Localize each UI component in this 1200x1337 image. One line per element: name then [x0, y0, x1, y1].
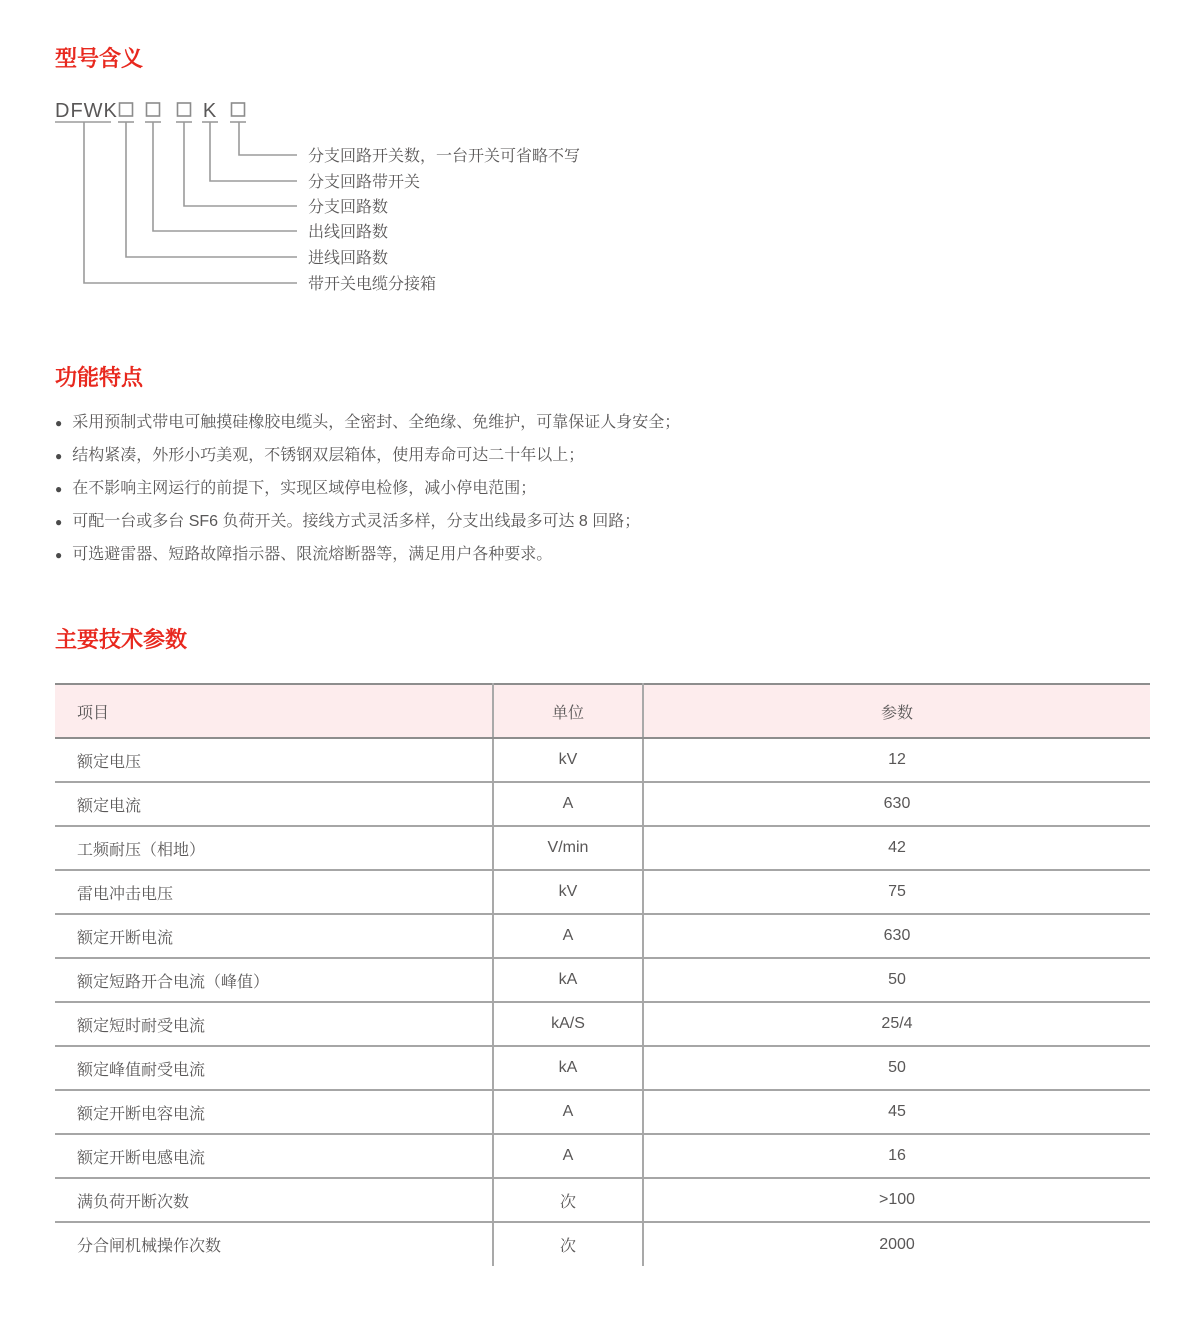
feature-item: [55, 413, 1150, 433]
table-row: [55, 826, 1150, 870]
table-row: [55, 1134, 1150, 1178]
parameters-title: 主要技术参数: [55, 627, 188, 652]
diagram-label: 出线回路数: [308, 224, 389, 241]
cell-value: 630: [643, 914, 1150, 958]
bullet-icon: ●: [55, 416, 63, 430]
cell-unit: V/min: [493, 826, 643, 870]
column-header-value: 参数: [643, 684, 1150, 738]
cell-item: 额定开断电容电流: [55, 1090, 493, 1134]
model-code-box-2: [147, 103, 160, 116]
cell-value: 50: [643, 1046, 1150, 1090]
cell-value: 45: [643, 1090, 1150, 1134]
model-code-box-3: [178, 103, 191, 116]
table-row: [55, 1090, 1150, 1134]
feature-text: 结构紧凑，外形小巧美观，不锈钢双层箱体，使用寿命可达二十年以上；: [72, 447, 585, 464]
cell-item: 工频耐压（相地）: [55, 826, 493, 870]
cell-item: 满负荷开断次数: [55, 1178, 493, 1222]
cell-unit: kA: [493, 958, 643, 1002]
cell-item: 额定短路开合电流（峰值）: [55, 958, 493, 1002]
cell-unit: kV: [493, 870, 643, 914]
cell-unit: A: [493, 1134, 643, 1178]
cell-unit: A: [493, 1090, 643, 1134]
feature-list: [55, 413, 1150, 565]
model-meaning-title: 型号含义: [55, 46, 144, 71]
bullet-icon: ●: [55, 515, 63, 529]
feature-text: 在不影响主网运行的前提下，实现区域停电检修，减小停电范围；: [72, 480, 537, 497]
cell-item: 额定电压: [55, 738, 493, 782]
feature-item: [55, 446, 1150, 466]
table-row: [55, 1002, 1150, 1046]
diagram-label: 分支回路数: [308, 199, 389, 216]
feature-text: 可选避雷器、短路故障指示器、限流熔断器等，满足用户各种要求。: [72, 546, 553, 563]
feature-text: 可配一台或多台 SF6 负荷开关。接线方式灵活多样，分支出线最多可达 8 回路；: [72, 513, 641, 530]
cell-item: 额定电流: [55, 782, 493, 826]
cell-value: 42: [643, 826, 1150, 870]
cell-value: 25/4: [643, 1002, 1150, 1046]
features-title: 功能特点: [55, 365, 144, 390]
cell-item: 额定开断电流: [55, 914, 493, 958]
column-header-item: 项目: [55, 684, 493, 738]
table-row: [55, 1046, 1150, 1090]
diagram-label: 进线回路数: [308, 250, 389, 267]
connector-box-4: [239, 122, 297, 155]
cell-item: 额定峰值耐受电流: [55, 1046, 493, 1090]
cell-value: >100: [643, 1178, 1150, 1222]
cell-unit: kV: [493, 738, 643, 782]
table-row: [55, 1178, 1150, 1222]
cell-unit: kA/S: [493, 1002, 643, 1046]
feature-item: [55, 479, 1150, 499]
cell-unit: A: [493, 914, 643, 958]
connector-box-2: [153, 122, 297, 231]
cell-value: 630: [643, 782, 1150, 826]
cell-unit: A: [493, 782, 643, 826]
feature-text: 采用预制式带电可触摸硅橡胶电缆头，全密封、全绝缘、免维护，可靠保证人身安全；: [72, 414, 681, 431]
model-code-letter-k: K: [202, 100, 218, 122]
cell-value: 16: [643, 1134, 1150, 1178]
feature-item: [55, 545, 1150, 565]
cell-value: 50: [643, 958, 1150, 1002]
header-row: [55, 684, 1150, 738]
connector-box-3: [184, 122, 297, 206]
feature-item: [55, 512, 1150, 532]
model-code-box-1: [120, 103, 133, 116]
cell-item: 雷电冲击电压: [55, 870, 493, 914]
parameters-table: [55, 683, 1150, 1266]
model-code-diagram: [55, 92, 1150, 304]
connector-prefix: [84, 122, 297, 283]
diagram-label: 分支回路开关数，一台开关可省略不写: [308, 148, 581, 165]
cell-value: 12: [643, 738, 1150, 782]
parameters-table-body: [55, 738, 1150, 1266]
diagram-label: 带开关电缆分接箱: [308, 276, 437, 293]
page-content: [55, 0, 1150, 1266]
cell-item: 额定短时耐受电流: [55, 1002, 493, 1046]
connector-letter-k: [210, 122, 297, 181]
table-row: [55, 1222, 1150, 1266]
diagram-label: 分支回路带开关: [308, 174, 421, 191]
cell-unit: kA: [493, 1046, 643, 1090]
cell-item: 额定开断电感电流: [55, 1134, 493, 1178]
table-row: [55, 958, 1150, 1002]
bullet-icon: ●: [55, 449, 63, 463]
cell-value: 75: [643, 870, 1150, 914]
table-row: [55, 870, 1150, 914]
cell-value: 2000: [879, 1235, 915, 1253]
table-row: [55, 738, 1150, 782]
bullet-icon: ●: [55, 482, 63, 496]
table-row: [55, 914, 1150, 958]
cell-unit: 次: [493, 1222, 643, 1266]
model-code-prefix: DFWK: [55, 100, 118, 122]
cell-item: 分合闸机械操作次数: [55, 1222, 493, 1266]
bullet-icon: ●: [55, 548, 63, 562]
column-header-unit: 单位: [493, 684, 643, 738]
table-row: [55, 782, 1150, 826]
connector-box-1: [126, 122, 297, 257]
model-code-box-4: [232, 103, 245, 116]
cell-unit: 次: [493, 1178, 643, 1222]
parameters-table-head: [55, 684, 1150, 738]
